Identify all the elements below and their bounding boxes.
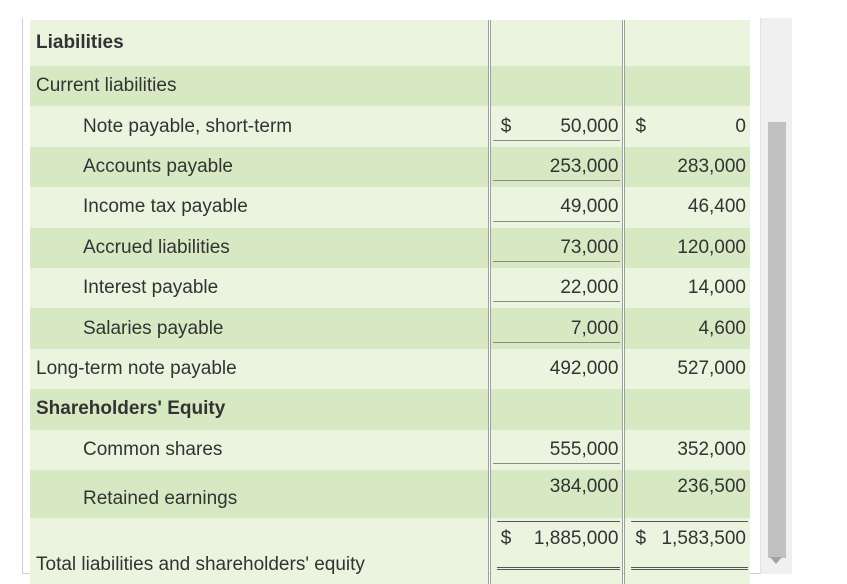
balance-sheet-table <box>30 20 750 584</box>
double-underline <box>497 567 621 570</box>
value-year1: 73,000 <box>560 236 619 258</box>
row-label: Income tax payable <box>30 187 489 227</box>
currency-symbol: $ <box>635 115 647 137</box>
input-underline <box>493 140 621 141</box>
table-row <box>30 349 750 389</box>
table-row <box>30 268 750 308</box>
input-underline <box>493 261 621 262</box>
total-cell-year2 <box>624 518 750 584</box>
value-year1: 22,000 <box>560 277 619 299</box>
value-year1: 253,000 <box>549 155 619 177</box>
total-year1: 1,885,000 <box>533 528 619 550</box>
cell-empty <box>624 66 750 106</box>
scroll-down-arrow-icon[interactable] <box>770 557 782 564</box>
value-cell-year1[interactable] <box>489 430 624 470</box>
vertical-scrollbar[interactable] <box>760 18 792 574</box>
row-label: Retained earnings <box>30 470 489 518</box>
value-cell-year1[interactable] <box>489 349 624 389</box>
table-row <box>30 66 750 106</box>
value-year1: 384,000 <box>549 475 619 497</box>
value-year1: 492,000 <box>549 357 619 379</box>
sum-line <box>497 521 621 522</box>
row-label: Salaries payable <box>30 308 489 348</box>
row-label: Accounts payable <box>30 147 489 187</box>
total-year2: 1,583,500 <box>661 528 746 550</box>
currency-symbol: $ <box>500 115 512 137</box>
value-year2: 352,000 <box>677 438 746 460</box>
cell-empty <box>489 389 624 429</box>
value-cell-year2 <box>624 106 750 146</box>
value-cell-year1[interactable] <box>489 187 624 227</box>
table-row <box>30 187 750 227</box>
value-cell-year2 <box>624 470 750 518</box>
table-row <box>30 518 750 584</box>
scrollbar-thumb[interactable] <box>768 122 786 558</box>
value-cell-year2 <box>624 268 750 308</box>
currency-symbol: $ <box>635 528 647 550</box>
current-liabilities-heading: Current liabilities <box>30 66 489 106</box>
value-year1: 50,000 <box>560 115 619 137</box>
total-label: Total liabilities and shareholders' equity <box>30 518 489 584</box>
total-cell-year1[interactable] <box>489 518 624 584</box>
value-cell-year2 <box>624 147 750 187</box>
double-underline <box>631 567 748 570</box>
table-row <box>30 228 750 268</box>
value-year1: 49,000 <box>560 196 619 218</box>
row-label: Interest payable <box>30 268 489 308</box>
liabilities-heading: Liabilities <box>30 20 489 66</box>
value-year2: 46,400 <box>687 196 746 218</box>
input-underline <box>493 463 621 464</box>
row-label: Long-term note payable <box>30 349 489 389</box>
row-label: Accrued liabilities <box>30 228 489 268</box>
table-row <box>30 20 750 66</box>
value-cell-year2 <box>624 308 750 348</box>
value-year2: 120,000 <box>677 236 746 258</box>
shareholders-equity-heading: Shareholders' Equity <box>30 389 489 429</box>
cell-empty <box>489 66 624 106</box>
sum-line <box>631 521 748 522</box>
value-cell-year2 <box>624 430 750 470</box>
value-year2: 236,500 <box>677 475 746 497</box>
table-row <box>30 389 750 429</box>
input-underline <box>493 180 621 181</box>
currency-symbol: $ <box>500 528 512 550</box>
value-year1: 555,000 <box>549 438 619 460</box>
value-cell-year2 <box>624 187 750 227</box>
value-year2: 527,000 <box>677 357 746 379</box>
value-cell-year1[interactable] <box>489 147 624 187</box>
value-year2: 14,000 <box>687 277 746 299</box>
input-underline <box>493 342 621 343</box>
value-year2: 0 <box>735 115 746 137</box>
value-year2: 283,000 <box>677 155 746 177</box>
value-cell-year1[interactable] <box>489 106 624 146</box>
value-cell-year1[interactable] <box>489 470 624 518</box>
table-row <box>30 308 750 348</box>
value-cell-year2 <box>624 349 750 389</box>
row-label: Note payable, short-term <box>30 106 489 146</box>
cell-empty <box>624 20 750 66</box>
value-cell-year1[interactable] <box>489 228 624 268</box>
value-year1: 7,000 <box>570 317 619 339</box>
value-cell-year2 <box>624 228 750 268</box>
table-row <box>30 147 750 187</box>
value-cell-year1[interactable] <box>489 268 624 308</box>
input-underline <box>493 221 621 222</box>
input-underline <box>493 301 621 302</box>
cell-empty <box>624 389 750 429</box>
table-row <box>30 106 750 146</box>
row-label: Common shares <box>30 430 489 470</box>
cell-empty <box>489 20 624 66</box>
value-cell-year1[interactable] <box>489 308 624 348</box>
table-row <box>30 430 750 470</box>
value-year2: 4,600 <box>698 317 746 339</box>
table-row <box>30 470 750 518</box>
